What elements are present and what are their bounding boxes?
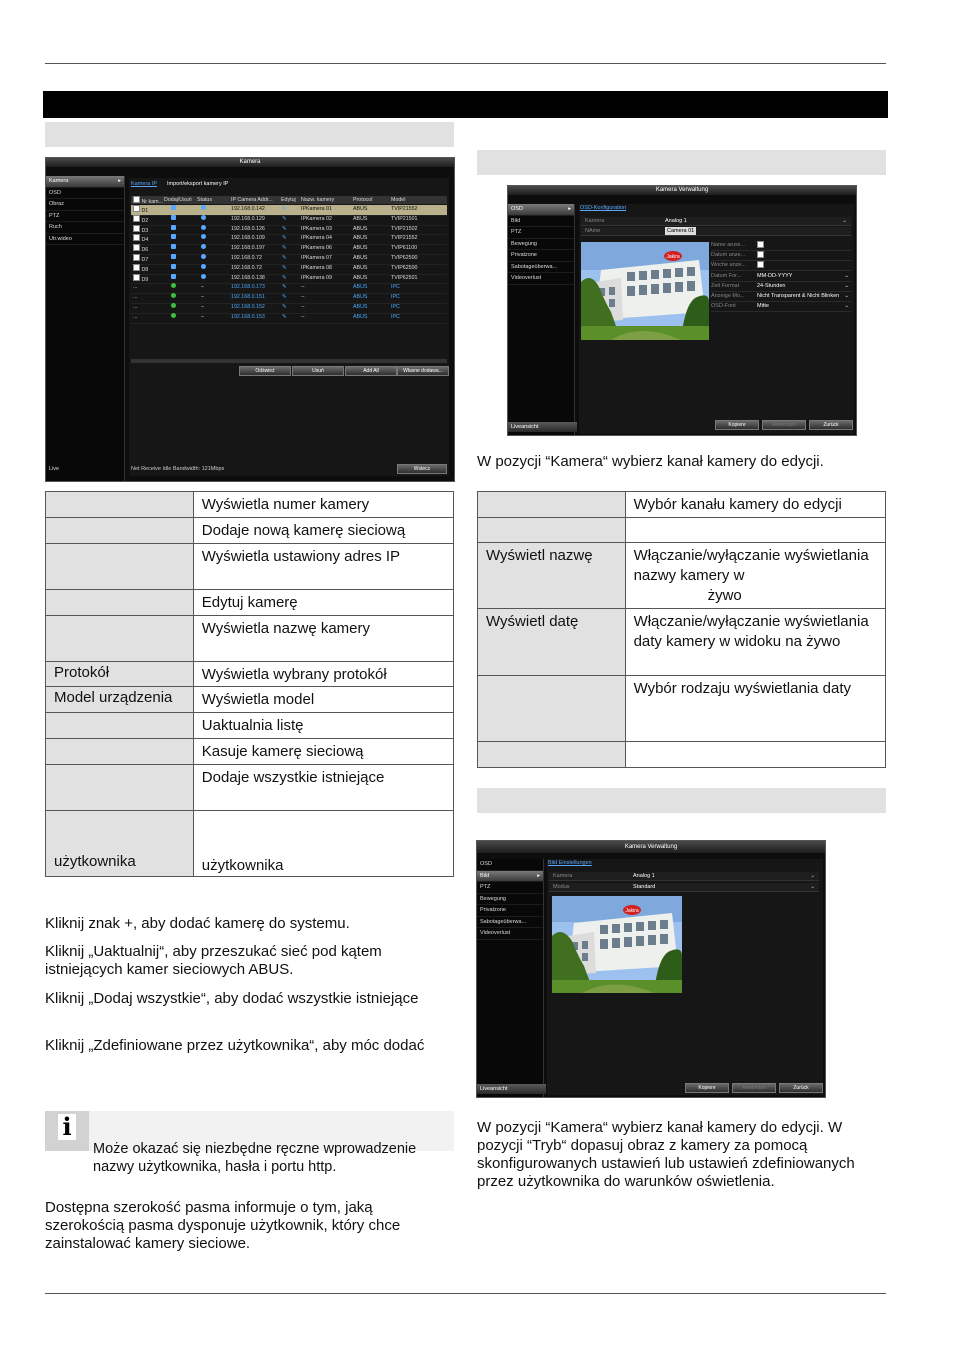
bild-para: W pozycji “Kamera“ wybierz kanał kamery do edycji. W pozycji “Tryb“ dopasuj obraz z kamery za pomocą skonfigurowanych ustawień lub ustawień zdefiniowanych przez użytkownika do warunków oświetlenia.	[477, 1119, 855, 1190]
camera-number: ...	[133, 294, 138, 301]
status-empty: –	[201, 294, 204, 301]
ip-address: 192.168.0.142	[231, 206, 265, 212]
delete-button[interactable]: Usuń	[292, 366, 344, 376]
protocol: ABUS	[353, 304, 368, 310]
edit-icon[interactable]: ✎	[282, 264, 287, 271]
right-description-table	[477, 491, 886, 768]
table-row: Wyświetl nazwę Włączanie/wyłączanie wyświetlania nazwy kamery w żywo	[478, 543, 886, 609]
bild-pane	[547, 859, 823, 1095]
sidebar-item-sabotage[interactable]: Sabotageüberwa...	[477, 917, 543, 929]
camera-name: IPKamera 08	[301, 264, 332, 271]
table-row	[46, 765, 454, 811]
status-icon	[201, 264, 206, 274]
chevron-down-icon: ⌄	[844, 303, 849, 310]
bottom-rule	[45, 1293, 886, 1294]
table-row	[46, 713, 454, 739]
protocol: ABUS	[353, 235, 368, 242]
camera-number: ...	[133, 313, 138, 320]
status-icon	[201, 244, 206, 254]
status-empty: –	[201, 313, 204, 320]
description-cell: użytkownika	[193, 811, 453, 877]
para-refresh: Kliknij „Uaktualnij“, aby przeszukać sieć pod kątem istniejących kamer sieciowych ABUS.	[45, 943, 382, 978]
model: TVIP62500	[391, 255, 418, 261]
sidebar-item-sabotage[interactable]: Sabotageüberwa...	[508, 262, 574, 274]
custom-add-button[interactable]: Własne dodawa...	[397, 366, 449, 376]
model: TVIP62500	[391, 264, 418, 271]
add-icon[interactable]	[171, 303, 176, 313]
model: TVIP62501	[391, 274, 418, 281]
camera-name: IPKamera 09	[301, 274, 332, 281]
term-cell	[46, 518, 194, 544]
description-cell: Edytuj kamerę	[193, 590, 453, 616]
ip-address: 192.168.0.72	[231, 264, 262, 271]
edit-icon[interactable]: ✎	[282, 294, 287, 301]
model: TVIP21552	[391, 206, 418, 212]
ip-address: 192.168.0.138	[231, 274, 265, 281]
table-row	[46, 518, 454, 544]
camera-name: IPKamera 03	[301, 225, 332, 232]
model: IPC	[391, 294, 400, 301]
table-row	[46, 662, 454, 687]
checkbox[interactable]	[757, 241, 764, 248]
sidebar-item-videoverlust[interactable]: Videoverlust	[477, 928, 543, 940]
tab-bild-einstellungen[interactable]: Bild Einstellungen	[548, 860, 592, 866]
description-cell: Kasuje kamerę sieciową	[193, 739, 453, 765]
osd-option-label: Woche anze...	[711, 262, 747, 269]
ip-address: 192.168.0.126	[231, 225, 265, 232]
term-cell: Model urządzenia	[46, 687, 194, 713]
description-cell: Wyświetla numer kamery	[193, 492, 453, 518]
camera-number: D7	[133, 254, 148, 266]
edit-icon[interactable]: ✎	[282, 215, 287, 222]
table-row	[46, 590, 454, 616]
sidebar-item-bewegung[interactable]: Bewegung	[477, 894, 543, 906]
protocol: ABUS	[353, 284, 368, 291]
model: TVIP21552	[391, 235, 418, 242]
camera-name: IPKamera 02	[301, 215, 332, 222]
table-row	[46, 739, 454, 765]
table-row	[46, 544, 454, 590]
camera-number: ...	[133, 284, 138, 291]
bandwidth-status: Net Receive Idle Bandwidth: 121Mbps	[131, 466, 225, 472]
model: IPC	[391, 313, 400, 320]
building-photo	[581, 242, 709, 340]
tab-import-export[interactable]: Import/eksport kamery IP	[167, 181, 229, 187]
ip-address: 192.168.0.152	[231, 304, 265, 310]
anwenden-button[interactable]: Anwenden	[732, 1083, 776, 1093]
liveansicht-button[interactable]: Liveansicht	[508, 422, 577, 432]
status-icon	[201, 234, 206, 244]
status-icon	[201, 254, 206, 264]
camera-icon[interactable]	[171, 234, 176, 244]
term-cell	[46, 739, 194, 765]
osd-option-row[interactable]	[711, 292, 851, 302]
table-header: Nr kam... Dodaj/Usuń Status IP Camera Addr... Edytuj Nazw. kamery Protocol Model	[131, 196, 447, 204]
table-row: Wybór rodzaju wyświetlania daty	[478, 676, 886, 742]
camera-number: D9	[133, 274, 148, 286]
building-photo	[552, 896, 682, 993]
camera-icon[interactable]	[171, 205, 176, 215]
camera-ip-screenshot	[45, 157, 455, 482]
osd-sidebar	[508, 204, 575, 435]
status-icon	[201, 205, 206, 215]
description-cell: Dodaje wszystkie istniejące	[193, 765, 453, 811]
kopiere-button[interactable]: Kopiere	[685, 1083, 729, 1093]
model: IPC	[391, 304, 400, 310]
description-cell: Wyświetla nazwę kamery	[193, 616, 453, 662]
add-all-button[interactable]: Add All	[345, 366, 397, 376]
osd-option-label: Datum For...	[711, 272, 742, 279]
name-input[interactable]: NAme Camera 01	[581, 227, 851, 236]
osd-screenshot	[507, 185, 857, 436]
para-bandwidth: Dostępna szerokość pasma informuje o tym, jaką szerokością pasma dysponuje użytkownik, który chce zainstalować kamery sieciowe.	[45, 1199, 401, 1252]
osd-pane	[579, 204, 854, 434]
info-icon: i	[45, 1111, 89, 1151]
osd-option-value: 24-Stunden	[757, 282, 786, 289]
exit-button[interactable]: Wstecz	[397, 464, 447, 474]
edit-icon[interactable]: ✎	[282, 284, 287, 291]
osd-option-label: Zeit Format	[711, 282, 740, 289]
table-row: Wyświetl datę Włączanie/wyłączanie wyświetlania daty kamery w widoku na żywo	[478, 609, 886, 676]
table-row	[478, 742, 886, 768]
protocol: ABUS	[353, 274, 368, 281]
sidebar-item-bild[interactable]: Bild ▸	[477, 871, 543, 883]
osd-para: W pozycji “Kamera“ wybierz kanał kamery do edycji.	[477, 453, 824, 470]
bild-subheading-bar	[477, 788, 886, 813]
protocol: ABUS	[353, 225, 368, 232]
osd-option-row[interactable]	[711, 241, 851, 251]
osd-window-title: Kamera Verwaltung	[508, 186, 856, 195]
camera-icon[interactable]	[171, 244, 176, 254]
sidebar-item-ptz[interactable]: PTZ	[477, 882, 543, 894]
kamera-select[interactable]: Kamera Analog 1 ⌄	[581, 217, 851, 226]
section-title-bar	[43, 91, 888, 118]
status-icon	[201, 225, 206, 235]
ip-address: 192.168.0.153	[231, 313, 265, 320]
table-row: Wybór kanału kamery do edycji	[478, 492, 886, 518]
term-cell	[46, 765, 194, 811]
bild-sidebar	[477, 859, 544, 1097]
status-empty: –	[201, 284, 204, 291]
checkbox[interactable]	[757, 261, 764, 268]
camera-number: D2	[133, 215, 148, 227]
sidebar-item-bild[interactable]: Bild	[508, 216, 574, 228]
table-row	[46, 687, 454, 713]
tab-kamera-ip[interactable]: Kamera IP	[131, 181, 157, 187]
sidebar-item-obraz[interactable]: Obraz	[46, 199, 124, 211]
osd-option-label: Anzeige Mo...	[711, 293, 745, 299]
camera-name: IPKamera 06	[301, 245, 332, 252]
add-icon[interactable]	[171, 313, 176, 323]
description-cell: Wyświetla wybrany protokół	[193, 662, 453, 687]
info-note	[45, 1111, 454, 1175]
kamera-select[interactable]: Kamera Analog 1 ⌄	[549, 872, 819, 881]
camera-icon[interactable]	[171, 225, 176, 235]
camera-name: IPKamera 04	[301, 235, 332, 242]
status-icon	[201, 274, 206, 284]
table-row	[46, 811, 454, 877]
sidebar	[46, 176, 125, 481]
camera-number: ...	[133, 304, 138, 310]
modus-select[interactable]: Modus Standard ⌄	[549, 883, 819, 892]
model: TVIP21501	[391, 215, 418, 222]
description-cell: Wyświetla ustawiony adres IP	[193, 544, 453, 590]
window-title: Kamera	[46, 158, 454, 167]
ip-address: 192.168.0.129	[231, 215, 265, 222]
svg-text:Jakira: Jakira	[666, 254, 680, 260]
camera-number: D4	[133, 234, 148, 246]
protocol: ABUS	[353, 313, 368, 320]
edit-icon[interactable]: ✎	[282, 313, 287, 320]
camera-icon[interactable]	[171, 264, 176, 274]
edit-icon[interactable]: ✎	[282, 225, 287, 232]
left-subheading-bar	[45, 122, 454, 147]
description-cell: Wyświetla model	[193, 687, 453, 713]
top-rule	[45, 63, 886, 64]
camera-name: --	[301, 304, 305, 310]
camera-icon[interactable]	[171, 254, 176, 264]
description-cell: Uaktualnia listę	[193, 713, 453, 739]
edit-icon[interactable]: ✎	[282, 274, 287, 281]
bild-window-title: Kamera Verwaltung	[477, 841, 825, 853]
tab-osd-konfiguration[interactable]: OSD-Konfiguration	[580, 205, 627, 211]
camera-preview-image	[552, 896, 682, 993]
protocol: ABUS	[353, 215, 368, 222]
camera-number: D1	[133, 205, 148, 217]
svg-text:Jakira: Jakira	[625, 908, 639, 914]
protocol: ABUS	[353, 264, 368, 271]
protocol: ABUS	[353, 294, 368, 301]
osd-option-label: OSD-Font	[711, 303, 736, 310]
camera-name: --	[301, 313, 305, 320]
model: TVIP61100	[391, 245, 418, 252]
anwenden-button[interactable]: Anwenden	[762, 420, 806, 430]
description-cell: Dodaje nową kamerę sieciową	[193, 518, 453, 544]
para-add-camera: Kliknij znak +, aby dodać kamerę do systemu.	[45, 915, 350, 932]
camera-icon[interactable]	[171, 274, 176, 284]
camera-number: D6	[133, 244, 148, 256]
edit-icon[interactable]: ✎	[282, 304, 287, 310]
camera-icon[interactable]	[171, 215, 176, 225]
liveansicht-button[interactable]: Liveansicht	[477, 1084, 546, 1094]
bild-screenshot	[476, 840, 826, 1098]
live-button[interactable]: Live	[49, 466, 60, 472]
chevron-down-icon: ⌄	[844, 272, 849, 279]
osd-subheading-bar	[477, 150, 886, 175]
osd-option-row[interactable]	[711, 261, 851, 271]
edit-icon[interactable]: ✎	[282, 255, 287, 261]
sidebar-item-privatzone[interactable]: Privatzone	[477, 905, 543, 917]
camera-name: --	[301, 284, 305, 291]
term-cell	[46, 492, 194, 518]
sidebar-item-osd[interactable]: OSD ▸	[508, 204, 574, 216]
camera-number: D8	[133, 264, 148, 276]
term-cell	[46, 616, 194, 662]
sidebar-item-bewegung[interactable]: Bewegung	[508, 239, 574, 251]
add-icon[interactable]	[171, 283, 176, 293]
refresh-button[interactable]: Odśwież	[239, 366, 291, 376]
zurueck-button[interactable]: Zurück	[779, 1083, 823, 1093]
ip-address: 192.168.0.72	[231, 255, 262, 261]
kopiere-button[interactable]: Kopiere	[715, 420, 759, 430]
camera-name: IPKamera 07	[301, 255, 332, 261]
add-icon[interactable]	[171, 293, 176, 303]
table-row[interactable]	[131, 313, 447, 324]
osd-options-list	[711, 241, 851, 316]
term-cell: użytkownika	[46, 811, 194, 877]
para-custom: Kliknij „Zdefiniowane przez użytkownika“, aby móc dodać	[45, 1037, 425, 1054]
camera-number: D3	[133, 225, 148, 237]
protocol: ABUS	[353, 255, 368, 261]
table-row	[46, 616, 454, 662]
protocol: ABUS	[353, 206, 368, 212]
sidebar-item-ptz[interactable]: PTZ	[508, 227, 574, 239]
osd-option-row[interactable]	[711, 272, 851, 282]
ip-address: 192.168.0.109	[231, 235, 265, 242]
sidebar-item-osd[interactable]: OSD	[46, 188, 124, 200]
sidebar-item-privatzone[interactable]: Privatzone	[508, 250, 574, 262]
osd-option-label: Name anzei...	[711, 242, 745, 248]
osd-option-row[interactable]	[711, 302, 851, 312]
sidebar-item-ptz[interactable]: PTZ	[46, 211, 124, 223]
table-row	[478, 518, 886, 543]
term-cell: Protokół	[46, 662, 194, 687]
left-description-table	[45, 491, 454, 877]
term-cell	[46, 713, 194, 739]
camera-preview-image	[581, 242, 709, 340]
para-add-all: Kliknij „Dodaj wszystkie“, aby dodać wszystkie istniejące	[45, 990, 419, 1007]
status-icon	[201, 215, 206, 225]
camera-table-body	[131, 205, 447, 329]
chevron-down-icon: ⌄	[844, 293, 849, 299]
osd-option-label: Datum anze...	[711, 252, 746, 259]
ip-address: 192.168.0.197	[231, 245, 265, 252]
zurueck-button[interactable]: Zurück	[809, 420, 853, 430]
osd-option-row[interactable]	[711, 251, 851, 261]
osd-option-value: Mitte	[757, 303, 769, 310]
model: IPC	[391, 284, 400, 291]
sidebar-item-kamera[interactable]: Kamera ▸	[46, 176, 124, 188]
table-row	[46, 492, 454, 518]
edit-icon[interactable]: ✎	[282, 245, 287, 252]
ip-address: 192.168.0.151	[231, 294, 265, 301]
note-text: Może okazać się niezbędne ręczne wprowadzenie nazwy użytkownika, hasła i portu http.	[93, 1141, 417, 1175]
checkbox[interactable]	[757, 251, 764, 258]
ip-address: 192.168.0.173	[231, 284, 265, 291]
sidebar-item-videoverlust[interactable]: Videoverlust	[508, 273, 574, 285]
table-scrollbar[interactable]	[131, 359, 447, 363]
osd-option-value: Nicht Transparent & Nicht Blinken	[757, 293, 840, 299]
protocol: ABUS	[353, 245, 368, 252]
camera-name: IPKamera 01	[301, 206, 332, 212]
sidebar-item-utrwideo[interactable]: Utr.wideo	[46, 234, 124, 246]
osd-option-value: MM-DD-YYYY	[757, 272, 793, 279]
camera-name: --	[301, 294, 305, 301]
osd-option-row[interactable]	[711, 282, 851, 292]
term-cell	[46, 544, 194, 590]
main-pane	[129, 178, 449, 476]
chevron-down-icon: ⌄	[844, 282, 849, 289]
sidebar-item-ruch[interactable]: Ruch	[46, 222, 124, 234]
status-empty: –	[201, 304, 204, 310]
term-cell	[46, 590, 194, 616]
sidebar-item-osd[interactable]: OSD	[477, 859, 543, 871]
edit-icon[interactable]: ✎	[282, 235, 287, 242]
model: TVIP21502	[391, 225, 418, 232]
edit-icon[interactable]: ✎	[282, 206, 287, 212]
